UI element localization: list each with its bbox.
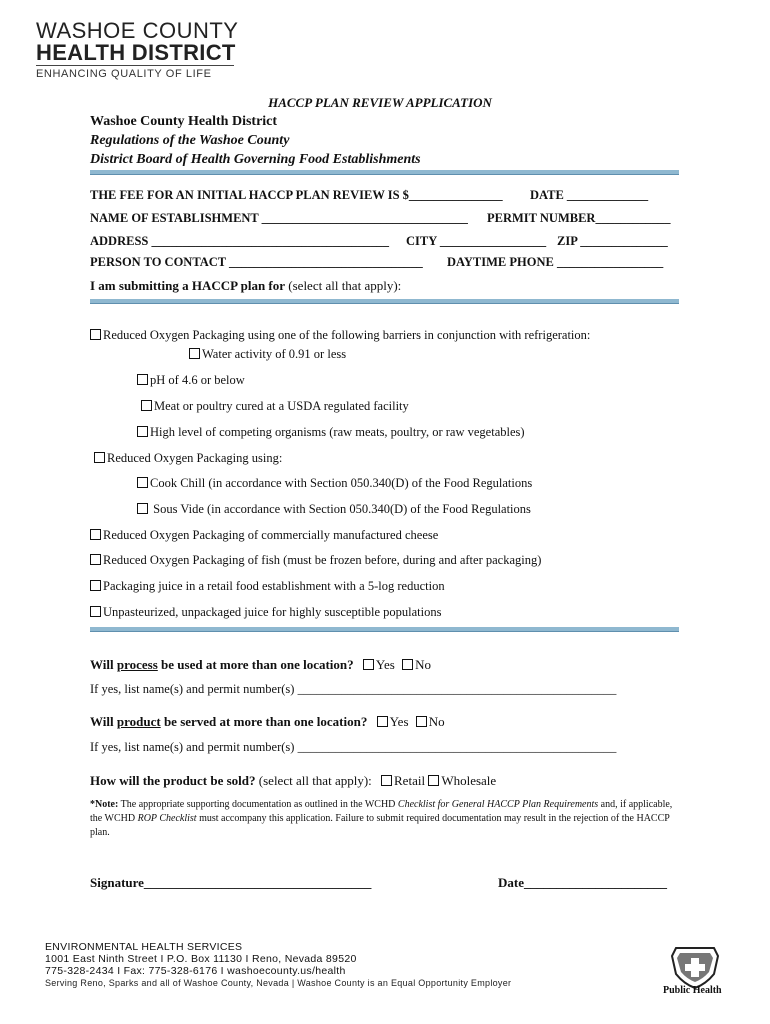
zip-field[interactable]: ZIP ______________ [557, 234, 668, 248]
option-ph[interactable] [137, 373, 245, 388]
note-paragraph [90, 798, 680, 840]
note-text1: The appropriate supporting documentation as outlined in the WCHD [118, 799, 398, 810]
product-if-yes-field[interactable]: If yes, list name(s) and permit number(s) ___________________________________________________ [90, 740, 617, 754]
regulations-line: Regulations of the Washoe County [90, 133, 290, 148]
checkbox[interactable] [137, 477, 148, 488]
checkbox[interactable] [363, 659, 374, 670]
checkbox[interactable] [189, 348, 200, 359]
option-meat-cured[interactable] [141, 399, 409, 414]
page-title: HACCP PLAN REVIEW APPLICATION [268, 95, 492, 110]
submitting-label-bold: I am submitting a HACCP plan for [90, 278, 286, 293]
divider-mid [90, 299, 679, 304]
option-unpasteurized-label: Unpasteurized, unpackaged juice for highly susceptible populations [103, 605, 442, 619]
checkbox[interactable] [90, 529, 101, 540]
option-cook-chill[interactable] [137, 476, 532, 491]
footer-dept: ENVIRONMENTAL HEALTH SERVICES [45, 941, 243, 953]
logo-line1: WASHOE COUNTY [36, 18, 239, 43]
option-fish[interactable] [90, 553, 541, 568]
option-ph-label: pH of 4.6 or below [150, 373, 245, 387]
org-name: Washoe County Health District [90, 114, 278, 129]
option-fish-label: Reduced Oxygen Packaging of fish (must be frozen before, during and after packaging) [103, 553, 542, 567]
option-rop-using[interactable] [94, 451, 282, 466]
sold-wholesale[interactable] [428, 773, 496, 788]
option-water-activity-label: Water activity of 0.91 or less [202, 347, 347, 361]
sold-question [90, 773, 496, 789]
board-line: District Board of Health Governing Food Establishments [90, 152, 421, 167]
process-no[interactable] [402, 657, 431, 672]
product-no-label: No [428, 714, 445, 729]
sold-question-bold: How will the product be sold? [90, 773, 256, 788]
note-italic2: ROP Checklist [137, 813, 197, 824]
submitting-label-normal: (select all that apply): [285, 278, 402, 293]
establishment-name-field[interactable]: NAME OF ESTABLISHMENT _________________________________ [90, 211, 468, 225]
option-unpasteurized[interactable] [90, 605, 441, 620]
footer-phone: 775-328-2434 I Fax: 775-328-6176 I washoecounty.us/health [45, 965, 346, 977]
checkbox[interactable] [402, 659, 413, 670]
sold-retail[interactable] [381, 773, 425, 788]
checkbox[interactable] [137, 426, 148, 437]
checkbox[interactable] [90, 554, 101, 565]
note-text2: and, if applicable, the WCHD [90, 799, 673, 824]
footer-address: 1001 East Ninth Street I P.O. Box 11130 I Reno, Nevada 89520 [45, 953, 357, 965]
process-word: process [116, 657, 158, 672]
option-juice-5log[interactable] [90, 579, 445, 594]
permit-number-field[interactable]: PERMIT NUMBER____________ [487, 211, 671, 225]
product-yes[interactable] [377, 714, 409, 729]
option-juice-label: Packaging juice in a retail food establishment with a 5-log reduction [103, 579, 445, 593]
process-no-label: No [415, 657, 431, 672]
date-field[interactable]: DATE _____________ [530, 188, 649, 202]
checkbox[interactable] [137, 503, 148, 514]
divider-bottom [90, 627, 679, 632]
divider-top [90, 170, 679, 175]
checkbox[interactable] [381, 775, 392, 786]
option-sous-vide[interactable] [137, 502, 531, 517]
checkbox[interactable] [90, 606, 101, 617]
option-rop-barriers-label: Reduced Oxygen Packaging using one of the following barriers in conjunction with refrigeration: [103, 328, 591, 342]
logo-rule [36, 65, 234, 66]
option-cheese[interactable] [90, 528, 438, 543]
footer-serving: Serving Reno, Sparks and all of Washoe County, Nevada | Washoe County is an Equal Opportunity Employer [45, 978, 512, 988]
option-cheese-label: Reduced Oxygen Packaging of commercially manufactured cheese [103, 528, 439, 542]
sold-question-normal: (select all that apply): [255, 773, 372, 788]
product-question-post: be served at more than one location? [160, 714, 368, 729]
checkbox[interactable] [90, 329, 101, 340]
product-question [90, 714, 445, 730]
process-if-yes-field[interactable]: If yes, list name(s) and permit number(s) ___________________________________________________ [90, 682, 617, 696]
option-cook-chill-label: Cook Chill (in accordance with Section 050.340(D) of the Food Regulations [150, 476, 533, 490]
option-sous-vide-label: Sous Vide (in accordance with Section 050.340(D) of the Food Regulations [150, 502, 531, 516]
option-water-activity[interactable] [189, 347, 346, 362]
address-field[interactable]: ADDRESS ______________________________________ [90, 234, 389, 248]
note-text3: must accompany this application. Failure to submit required documentation may result in the rejection of the HACCP plan. [90, 813, 670, 838]
checkbox[interactable] [428, 775, 439, 786]
checkbox[interactable] [377, 716, 388, 727]
logo-line2: HEALTH DISTRICT [36, 40, 236, 65]
checkbox[interactable] [94, 452, 105, 463]
sold-retail-label: Retail [394, 773, 426, 788]
signature-date-field[interactable]: Date______________________ [498, 875, 667, 890]
sold-wholesale-label: Wholesale [441, 773, 497, 788]
checkbox[interactable] [90, 580, 101, 591]
city-field[interactable]: CITY _________________ [406, 234, 547, 248]
public-health-logo-text: Public Health [663, 985, 722, 996]
product-no[interactable] [416, 714, 445, 729]
note-italic1: Checklist for General HACCP Plan Requirements [397, 799, 599, 810]
process-question [90, 657, 431, 673]
option-competing-organisms[interactable] [137, 425, 525, 440]
option-competing-label: High level of competing organisms (raw meats, poultry, or raw vegetables) [150, 425, 525, 439]
product-word: product [116, 714, 161, 729]
product-yes-label: Yes [389, 714, 409, 729]
contact-person-field[interactable]: PERSON TO CONTACT _______________________________ [90, 255, 423, 269]
product-question-pre: Will [90, 714, 117, 729]
process-question-pre: Will [90, 657, 117, 672]
process-yes-label: Yes [375, 657, 395, 672]
process-question-post: be used at more than one location? [157, 657, 354, 672]
option-meat-cured-label: Meat or poultry cured at a USDA regulated facility [154, 399, 409, 413]
option-rop-using-label: Reduced Oxygen Packaging using: [107, 451, 283, 465]
checkbox[interactable] [141, 400, 152, 411]
fee-field[interactable]: THE FEE FOR AN INITIAL HACCP PLAN REVIEW IS $_______________ [90, 188, 503, 202]
logo-tagline: ENHANCING QUALITY OF LIFE [36, 68, 212, 80]
submitting-label [90, 278, 401, 294]
signature-field[interactable]: Signature___________________________________ [90, 875, 372, 890]
note-label: *Note: [90, 799, 119, 810]
checkbox[interactable] [416, 716, 427, 727]
process-yes[interactable] [363, 657, 395, 672]
option-rop-barriers[interactable] [90, 328, 590, 343]
checkbox[interactable] [137, 374, 148, 385]
daytime-phone-field[interactable]: DAYTIME PHONE _________________ [447, 255, 664, 269]
